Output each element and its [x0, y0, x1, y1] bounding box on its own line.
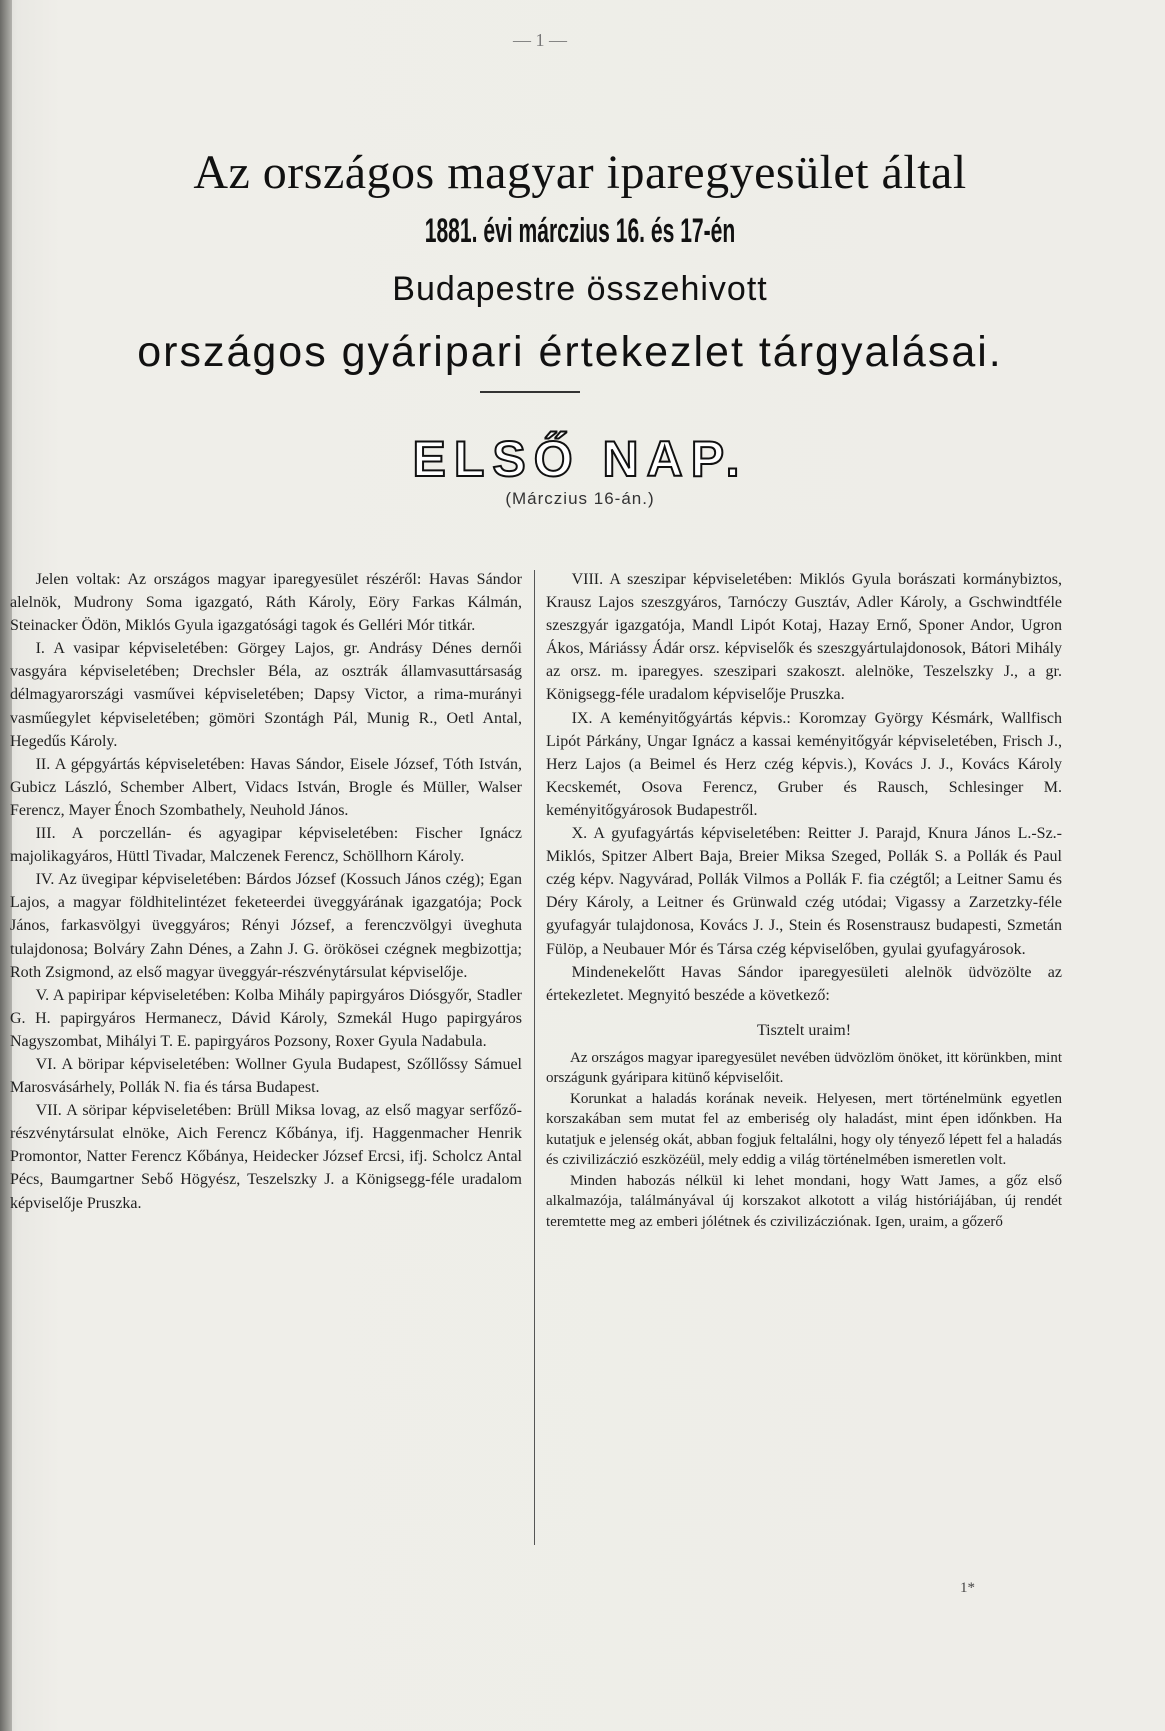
- section-iron: I. A vasipar képviseletében: Görgey Lajos, gr. Andrásy Dénes dernői vasgyára képviseletében; Drechsler Béla, az osztrák államvasuttársaság délmagyarországi vasművei képviseletében; Dapsy Victor, a rima-murányi vasműegylet képviseletében; gömöri Szontágh Pál, Munig R., Oetl Antal, Hegedűs Károly.: [10, 640, 522, 750]
- speech-salutation: Tisztelt uraim!: [756, 1021, 852, 1039]
- section-matches: X. A gyufagyártás képviseletében: Reitter J. Parajd, Knura János L.-Sz.-Miklós, Spitzer Albert Baja, Breier Miksa Szeged, Pollák S. a Pollák és Paul czég képv. Nagyvárad, Pollák Vilmos a Pollák F. fia czégtől; a Leitner Samu és Déry Károly, a Leitner és Grünwald czég utódai; Vigassy a Zarzetzky-féle gyufagyár tulajdonosa, Kovács J. J., Stein és Rosenstrausz budapesti, Szmetán Fülöp, a Neubauer Mór és Társa czég képviselőben, gyulai gyufagyárosok.: [546, 825, 1062, 958]
- speech-paragraph-2: Korunkat a haladás korának neveik. Helyesen, mert történelmünk egyetlen korszakában sem mutat fel az emberiség oly haladást, mint épen időnkben. Ha kutatjuk e jelenség okát, abban fogjuk feltalálni, hogy oly tényező lépett fel a haladás és czivilizáczió eszközéül, mely eddig a világ történelmében ismeretlen volt.: [546, 1090, 1062, 1169]
- signature-mark: 1*: [960, 1580, 975, 1596]
- section-paper: V. A papiripar képviseletében: Kolba Mihály papirgyáros Diósgyőr, Stadler G. H. papirgyáros Hermanecz, Dávid Károly, Szmekál Hugo papirgyáros Nagyszombat, Mihályi T. E. papirgyáros Pozsony, Roxer Gyula Nadabula.: [10, 986, 522, 1050]
- left-column: [10, 568, 522, 1215]
- day-date: (Márczius 16-án.): [505, 489, 655, 508]
- section-glass: IV. Az üvegipar képviseletében: Bárdos József (Kossuch János czég); Egan Lajos, a magyar földhitelintézet feketeerdei üveggyárának igazgatója; Pock János, farkasvölgyi üveggyáros; Rényi József, a ferenczvölgyi üveghuta tulajdonosa; Bolváry Zahn Dénes, a Zahn J. G. örökösei czégnek megbizottja; Roth Zsigmond, az első magyar üveggyár-részvénytársulat képviselője.: [10, 871, 522, 981]
- section-beer: VII. A söripar képviseletében: Brüll Miksa lovag, az első magyar serfőző-részvénytársulat elnöke, Aich Ferencz Kőbánya, ifj. Haggenmacher Henrik Promontor, Natter Ferencz Kőbánya, Heidecker József Ercsi, ifj. Scholcz Antal Pécs, Baumgartner Sebő Högyész, Teszelszky J. a Königsegg-féle uradalom képviselője Pruszka.: [10, 1102, 522, 1212]
- right-column: [546, 568, 1062, 1232]
- header-dates: 1881. évi márczius 16. és 17-én: [424, 212, 736, 250]
- speech-paragraph-3: Minden habozás nélkül ki lehet mondani, hogy Watt James, a gőz első alkalmazója, találmányával új korszakot alkotott a világ históriájában, új rendét teremtette meg az emberi jólétnek és czivilizácziónak. Igen, uraim, a gőzerő: [546, 1172, 1062, 1230]
- section-machinery: II. A gépgyártás képviseletében: Havas Sándor, Eisele József, Tóth István, Gubicz László, Schember Albert, Vidacs István, Brogle és Müller, Walser Ferencz, Mayer Énoch Szombathely, Neuhold János.: [10, 755, 522, 819]
- section-spirits: VIII. A szeszipar képviseletében: Miklós Gyula borászati kormánybiztos, Krausz Lajos szeszgyáros, Tarnóczy Gusztáv, Adler Károly, a Gschwindtféle szeszgyár igazgatója, Mandl Lipót Kotaj, Hazay Ernő, Sponer Andor, Ugron Ákos, Máriássy Ádár orsz. képviselők és szeszgyártulajdonosok, Bátori Mihály az orsz. m. iparegyes. szeszipari szakoszt. alelnöke, Teszelszky J., a gr. Königsegg-féle uradalom képviselője Pruszka.: [546, 571, 1062, 704]
- section-starch: IX. A keményitőgyártás képvis.: Koromzay György Késmárk, Wallfisch Lipót Párkány, Ungar Ignácz a kassai keményitőgyár képviseletében, Frisch J., Herz Lajos (a Beimel és Herz czég képvis.), Kovács J. J., Kovács Károly Kecskemét, Osova Ferencz, Gruber és Rausch, Schlesinger M. keményitőgyárosok Budapestről.: [546, 709, 1062, 819]
- speech-paragraph-1: Az országos magyar iparegyesület nevében üdvözlöm önöket, itt körünkben, mint országunk gyáripara kitünő képviselőit.: [546, 1049, 1062, 1087]
- attendees-intro: Jelen voltak: Az országos magyar iparegyesület részéről: Havas Sándor alelnök, Mudrony Soma igazgató, Ráth Károly, Eöry Farkas Kálmán, Steinacker Ödön, Miklós Gyula igazgatósági tagok és Gelléri Mór titkár.: [10, 571, 522, 635]
- page-number: — 1 —: [513, 30, 567, 50]
- column-divider: [534, 570, 535, 1545]
- header-rule: [480, 391, 580, 393]
- day-title: ELSŐ NAP.: [412, 431, 748, 487]
- section-porcelain: III. A porczellán- és agyagipar képviseletében: Fischer Ignácz majolikagyáros, Hüttl Tivadar, Malczenek Ferencz, Schöllhorn Károly.: [10, 825, 522, 866]
- section-leather: VI. A böripar képviseletében: Wollner Gyula Budapest, Szőllőssy Sámuel Marosvásárhely, Pollák N. fia és társa Budapest.: [10, 1055, 522, 1097]
- header-title: Az országos magyar iparegyesület által: [193, 146, 967, 199]
- header-subject: országos gyáripari értekezlet tárgyalásai.: [137, 328, 1003, 376]
- header-location: Budapestre összehivott: [392, 270, 768, 308]
- opening-remarks: Mindenekelőtt Havas Sándor iparegyesületi alelnök üdvözölte az értekezletet. Megnyitó beszéde a következő:: [546, 963, 1062, 1004]
